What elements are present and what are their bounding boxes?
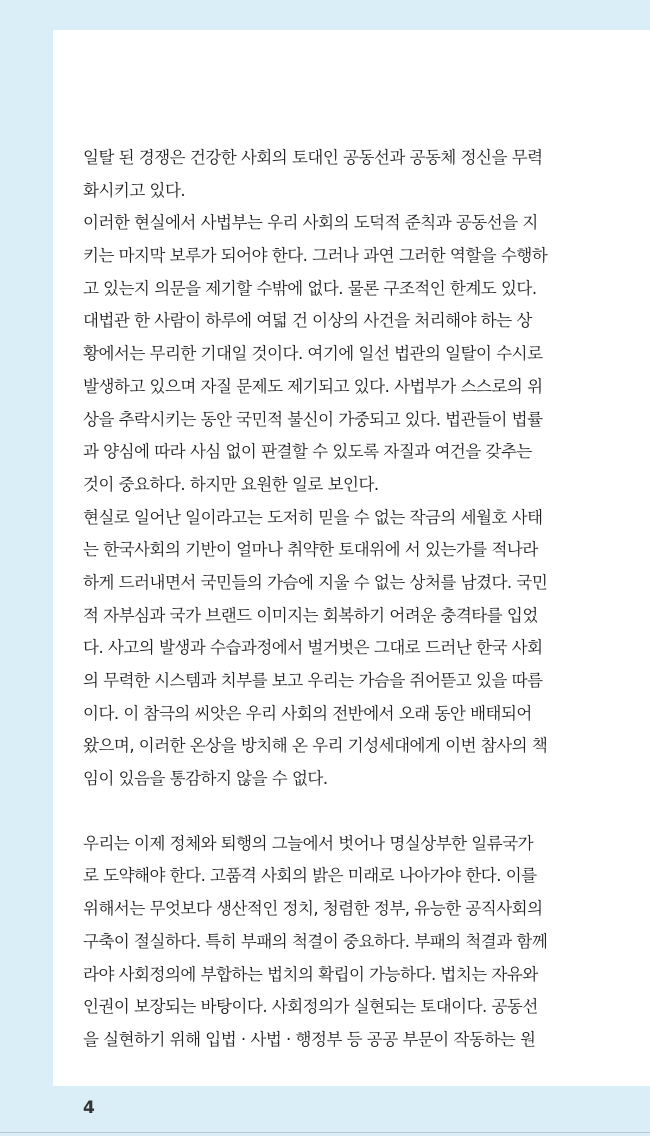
page-sheet	[53, 30, 650, 1086]
text-line: 로 도약해야 한다. 고품격 사회의 밝은 미래로 나아가야 한다. 이를	[83, 866, 537, 886]
text-line: 는 한국사회의 기반이 얼마나 취약한 토대위에 서 있는가를 적나라	[83, 540, 538, 560]
text-line: 이러한 현실에서 사법부는 우리 사회의 도덕적 준칙과 공동선을 지	[83, 213, 538, 233]
text-line: 왔으며, 이러한 온상을 방치해 온 우리 기성세대에게 이번 참사의 책	[83, 736, 548, 756]
text-line: 을 실현하기 위해 입법 · 사법 · 행정부 등 공공 부문이 작동하는 원	[83, 1029, 536, 1049]
text-line: 상을 추락시키는 동안 국민적 불신이 가중되고 있다. 법관들이 법률	[83, 409, 543, 429]
text-line: 발생하고 있으며 자질 문제도 제기되고 있다. 사법부가 스스로의 위	[83, 376, 543, 396]
text-line: 적 자부심과 국가 브랜드 이미지는 회복하기 어려운 충격타를 입었	[83, 605, 538, 625]
text-line: 키는 마지막 보루가 되어야 한다. 그러나 과연 그러한 역할을 수행하	[83, 246, 548, 266]
text-line: 일탈 된 경쟁은 건강한 사회의 토대인 공동선과 공동체 정신을 무력	[83, 148, 543, 167]
text-line: 위해서는 무엇보다 생산적인 정치, 청렴한 정부, 유능한 공직사회의	[83, 899, 543, 919]
body-text	[83, 142, 623, 1057]
text-line: 고 있는지 의문을 제기할 수밖에 없다. 물론 구조적인 한계도 있다.	[83, 278, 537, 298]
text-line: 구축이 절실하다. 특히 부패의 척결이 중요하다. 부패의 척결과 함께	[83, 931, 548, 951]
paragraph-3	[83, 502, 623, 796]
text-line: 현실로 일어난 일이라고는 도저히 믿을 수 없는 작금의 세월호 사태	[83, 507, 543, 527]
paragraph-spacer	[83, 796, 623, 828]
text-line: 우리는 이제 정체와 퇴행의 그늘에서 벗어나 명실상부한 일류국가	[83, 833, 534, 853]
text-line: 의 무력한 시스템과 치부를 보고 우리는 가슴을 쥐어뜯고 있을 따름	[83, 671, 543, 690]
text-line: 황에서는 무리한 기대일 것이다. 여기에 일선 법관의 일탈이 수시로	[83, 344, 543, 364]
page-number: 4	[83, 1098, 95, 1118]
text-line: 임이 있음을 통감하지 않을 수 없다.	[83, 769, 328, 789]
bottom-divider	[0, 1132, 650, 1133]
text-line: 인권이 보장되는 바탕이다. 사회정의가 실현되는 토대이다. 공동선	[83, 997, 538, 1017]
text-line: 과 양심에 따라 사심 없이 판결할 수 있도록 자질과 여건을 갖추는	[83, 442, 532, 462]
paragraph-2	[83, 207, 623, 501]
text-line: 이다. 이 참극의 씨앗은 우리 사회의 전반에서 오래 동안 배태되어	[83, 703, 532, 723]
text-line: 것이 중요하다. 하지만 요원한 일로 보인다.	[83, 474, 379, 494]
text-line: 대법관 한 사람이 하루에 여덟 건 이상의 사건을 처리해야 하는 상	[83, 311, 532, 331]
text-line: 하게 드러내면서 국민들의 가슴에 지울 수 없는 상처를 남겼다. 국민	[83, 572, 548, 592]
paragraph-1	[83, 142, 623, 207]
paragraph-4	[83, 828, 623, 1057]
text-line: 다. 사고의 발생과 수습과정에서 벌거벗은 그대로 드러난 한국 사회	[83, 638, 543, 658]
text-line: 화시키고 있다.	[83, 180, 186, 200]
text-line: 라야 사회정의에 부합하는 법치의 확립이 가능하다. 법치는 자유와	[83, 964, 538, 984]
